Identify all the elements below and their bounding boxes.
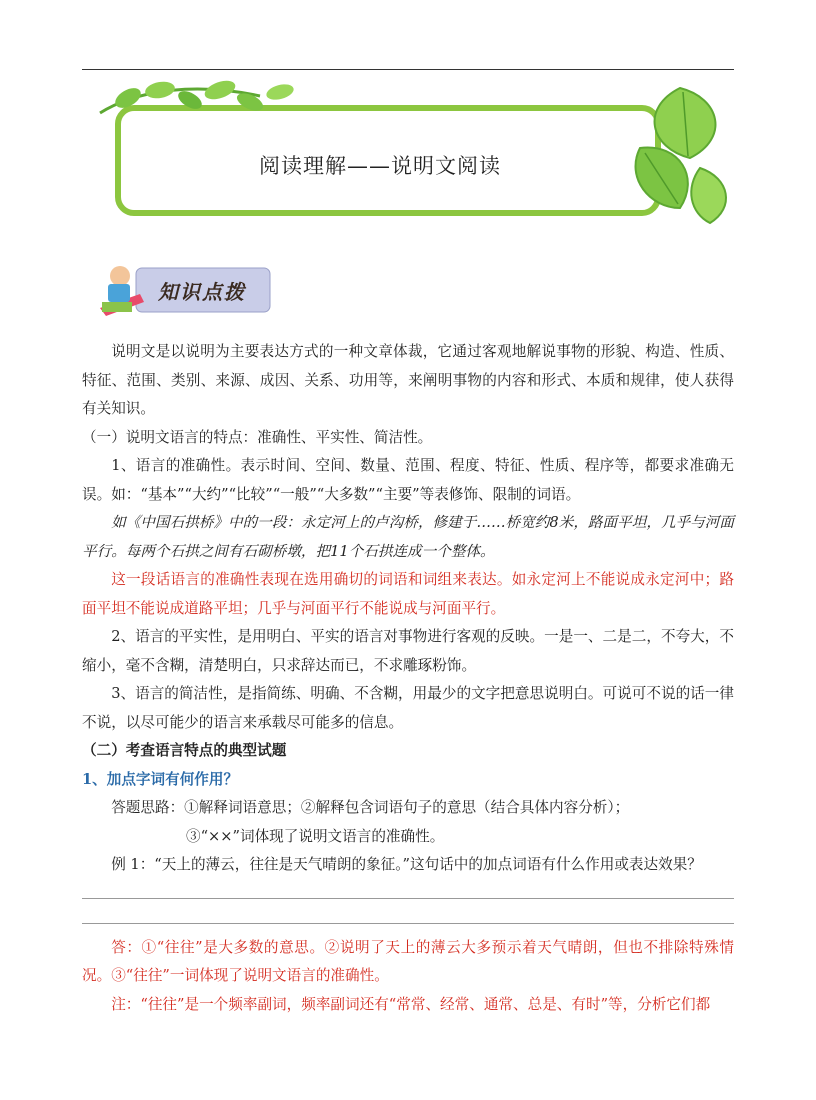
- bridge-example: 如《中国石拱桥》中的一段：永定河上的卢沟桥，修建于……桥宽约8米，路面平坦，几乎与河面平行。每两个石拱之间有石砌桥墩，把11个石拱连成一个整体。: [82, 514, 734, 560]
- approach-line-1: 答题思路：①解释词语意思；②解释包含词语句子的意思（结合具体内容分析）；: [111, 799, 630, 816]
- header-rule: [82, 69, 734, 70]
- model-answer: 答：①“往往”是大多数的意思。②说明了天上的薄云大多预示着天气晴朗，但也不排除特殊情况。③“往往”一词体现了说明文语言的准确性。: [82, 938, 734, 984]
- knowledge-badge-label: 知识点拨: [158, 280, 246, 304]
- conciseness-paragraph: 3、语言的简洁性，是指简练、明确、不含糊，用最少的文字把意思说明白。可说可不说的话一律不说，以尽可能少的语言来承载尽可能多的信息。: [82, 685, 734, 731]
- accuracy-paragraph: 1、语言的准确性。表示时间、空间、数量、范围、程度、特征、性质、程序等，都要求准确无误。如：“基本”“大约”“比较”“一般”“大多数”“主要”等表修饰、限制的词语。: [82, 457, 734, 503]
- answer-line-2: [82, 909, 734, 924]
- section-heading-1: （一）说明文语言的特点：准确性、平实性、简洁性。: [82, 428, 433, 446]
- approach-line-2: ③“××”词体现了说明文语言的准确性。: [186, 827, 445, 845]
- page-title: 阅读理解——说明文阅读: [259, 154, 501, 178]
- answer-note: 注：“往往”是一个频率副词，频率副词还有“常常、经常、通常、总是、有时”等，分析它们都: [111, 995, 711, 1013]
- plainness-paragraph: 2、语言的平实性，是用明白、平实的语言对事物进行客观的反映。一是一、二是二，不夸大，不缩小，毫不含糊，清楚明白，只求辞达而已，不求雕琢粉饰。: [82, 628, 734, 674]
- article-body: [82, 338, 734, 1019]
- accuracy-analysis: 这一段话语言的准确性表现在选用确切的词语和词组来表达。如永定河上不能说成永定河中；路面平坦不能说成道路平坦；几乎与河面平行不能说成与河面平行。: [82, 571, 734, 617]
- question-heading-1: 1、加点字词有何作用？: [82, 770, 239, 788]
- example-question: 例 1：“天上的薄云，往往是天气晴朗的象征。”这句话中的加点词语有什么作用或表达效果？: [111, 856, 702, 873]
- intro-paragraph: 说明文是以说明为主要表达方式的一种文章体裁，它通过客观地解说事物的形貌、构造、性质、特征、范围、类别、来源、成因、关系、功用等，来阐明事物的内容和形式、本质和规律，使人获得有关知识。: [82, 343, 734, 417]
- section-heading-2: （二）考查语言特点的典型试题: [82, 742, 287, 759]
- answer-line-1: [82, 884, 734, 899]
